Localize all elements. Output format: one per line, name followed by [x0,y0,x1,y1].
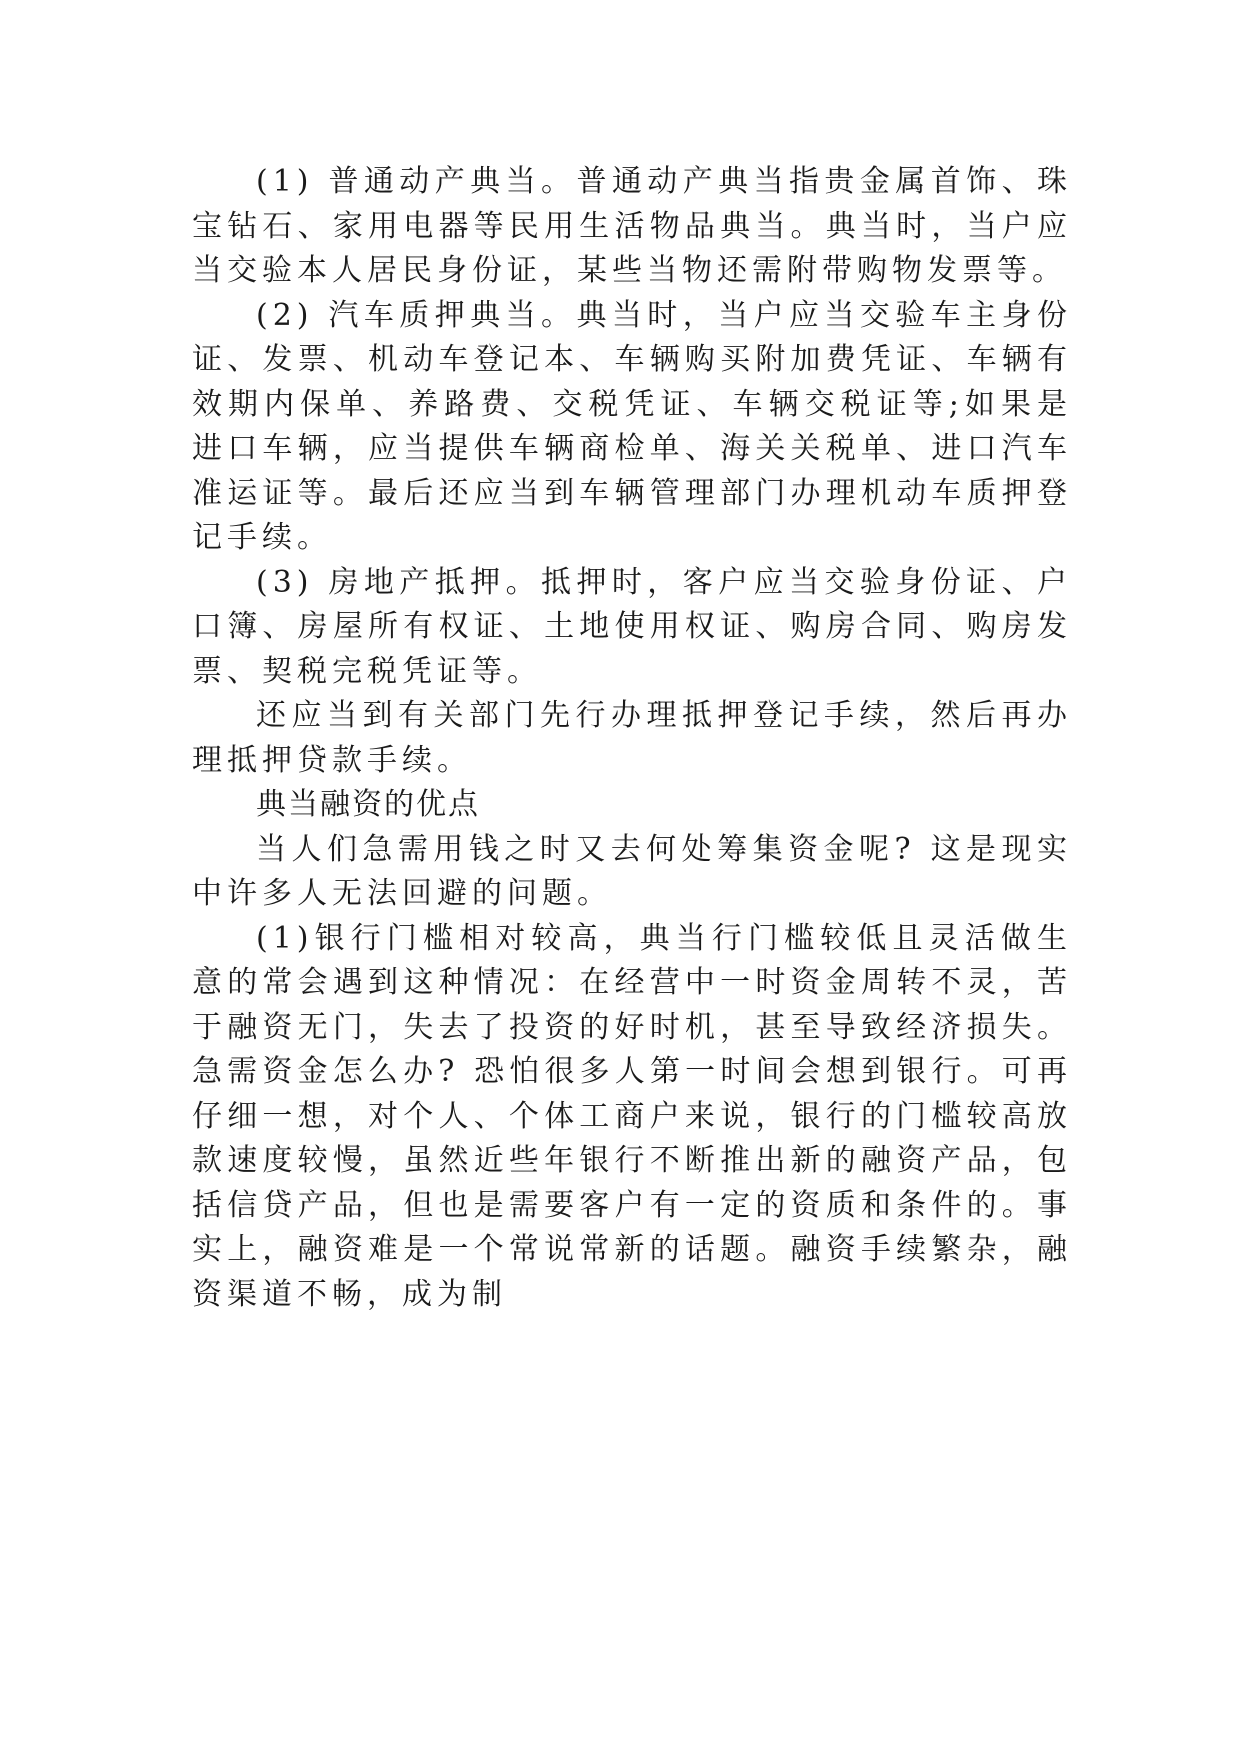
document-body [192,160,1072,1317]
section-heading-pawn-advantages: 典当融资的优点 [256,787,480,822]
paragraph-real-estate-mortgage: (3) 房地产抵押。抵押时，客户应当交验身份证、户口簿、房屋所有权证、土地使用权证、购房合同、购房发票、契税完税凭证等。 [192,564,1072,689]
paragraph-ordinary-movable-pawn: (1) 普通动产典当。普通动产典当指贵金属首饰、珠宝钻石、家用电器等民用生活物品典当。典当时，当户应当交验本人居民身份证，某些当物还需附带购物发票等。 [192,164,1072,288]
paragraph-bank-threshold: (1)银行门槛相对较高，典当行门槛较低且灵活做生意的常会遇到这种情况：在经营中一时资金周转不灵，苦于融资无门，失去了投资的好时机，甚至导致经济损失。急需资金怎么办? 恐怕很多人第一时间会想到银行。可再仔细一想，对个人、个体工商户来说，银行的门槛较高放款速度较慢，虽然近些年银行不断推出新的融资产品，包括信贷产品，但也是需要客户有一定的资质和条件的。事实上，融资难是一个常说常新的话题。融资手续繁杂，融资渠道不畅，成为制 [192,920,1072,1312]
paragraph-mortgage-registration: 还应当到有关部门先行办理抵押登记手续，然后再办理抵押贷款手续。 [192,698,1072,778]
paragraph-urgent-funding: 当人们急需用钱之时又去何处筹集资金呢? 这是现实中许多人无法回避的问题。 [192,831,1072,911]
paragraph-car-pledge-pawn: (2) 汽车质押典当。典当时，当户应当交验车主身份证、发票、机动车登记本、车辆购买附加费凭证、车辆有效期内保单、养路费、交税凭证、车辆交税证等;如果是进口车辆，应当提供车辆商检单、海关关税单、进口汽车准运证等。最后还应当到车辆管理部门办理机动车质押登记手续。 [192,297,1072,555]
